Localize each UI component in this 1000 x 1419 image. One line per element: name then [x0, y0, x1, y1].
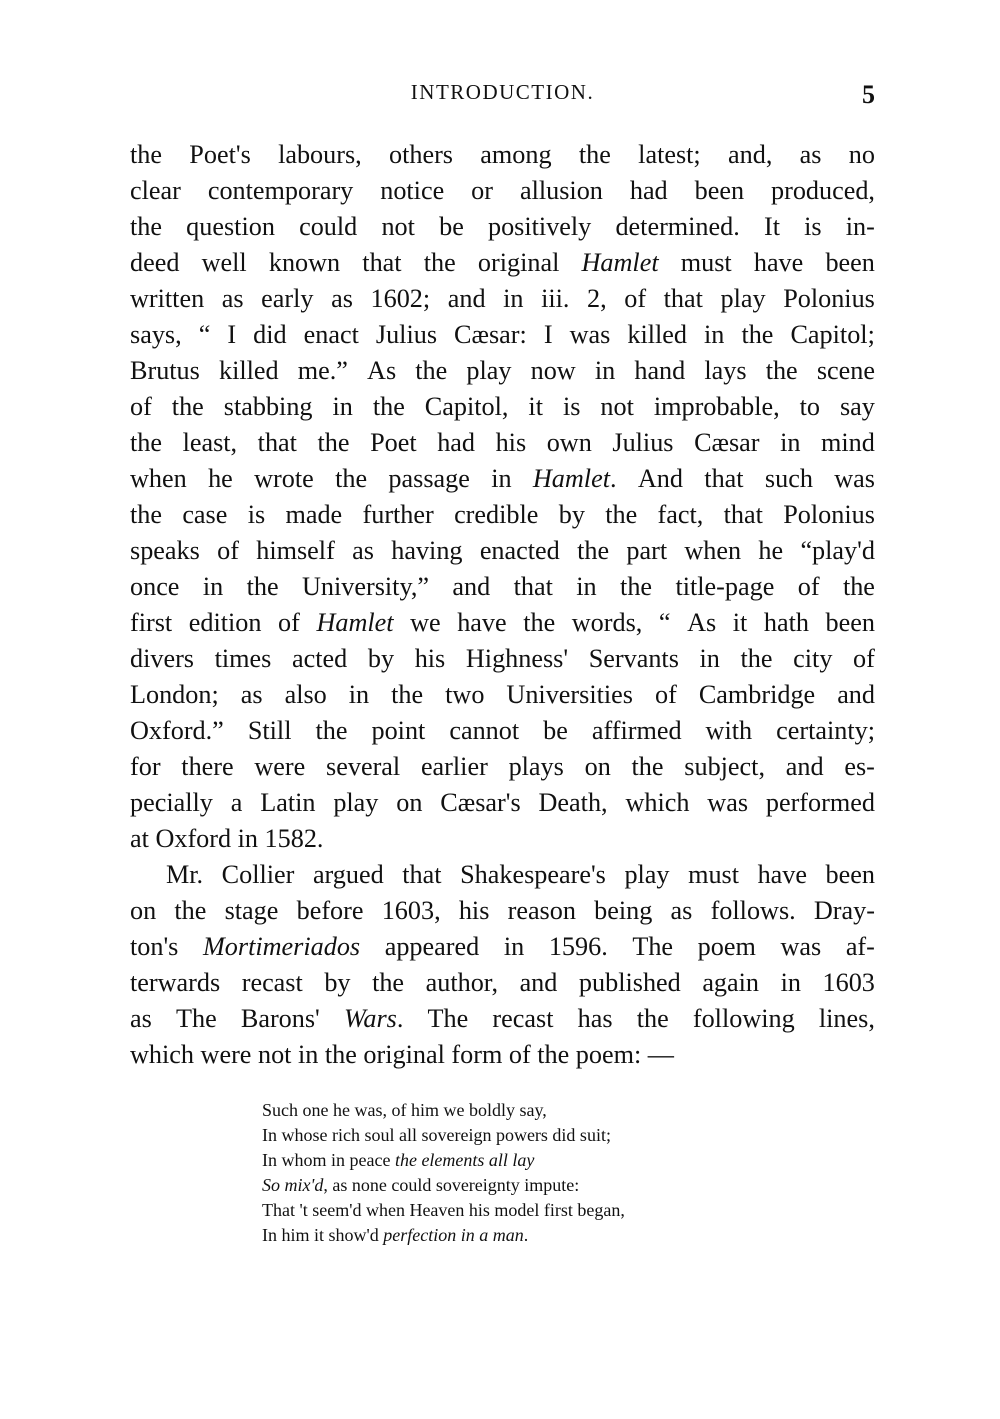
verse-quotation — [262, 1098, 625, 1248]
text-line: terwards recast by the author, and published again in 1603 — [130, 968, 875, 997]
text-line: once in the University,” and that in the title-page of the — [130, 572, 875, 601]
text-line: London; as also in the two Universities of Cambridge and — [130, 680, 875, 709]
text-line: divers times acted by his Highness' Servants in the city of — [130, 644, 875, 673]
verse-line: In whose rich soul all sovereign powers did suit; — [262, 1125, 611, 1145]
text-line: which were not in the original form of the poem: — — [130, 1040, 674, 1069]
text-line: on the stage before 1603, his reason being as follows. Dray- — [130, 896, 875, 925]
text-line: when he wrote the passage in Hamlet. And that such was — [130, 464, 875, 493]
body-text — [130, 137, 875, 1073]
text-line: speaks of himself as having enacted the part when he “play'd — [130, 536, 875, 565]
verse-line: That 't seem'd when Heaven his model first began, — [262, 1200, 625, 1220]
page-header — [130, 80, 875, 110]
verse-line: In whom in peace the elements all lay — [262, 1150, 535, 1170]
text-line: as The Barons' Wars. The recast has the following lines, — [130, 1004, 875, 1033]
text-line: first edition of Hamlet we have the words, “ As it hath been — [130, 608, 875, 637]
text-line: pecially a Latin play on Cæsar's Death, which was performed — [130, 788, 875, 817]
text-line: Mr. Collier argued that Shakespeare's play must have been — [166, 860, 875, 889]
page-number: 5 — [862, 80, 875, 109]
verse-line: In him it show'd perfection in a man. — [262, 1225, 529, 1245]
paragraph — [130, 137, 875, 857]
text-line: for there were several earlier plays on the subject, and es- — [130, 752, 875, 781]
text-line: deed well known that the original Hamlet must have been — [130, 248, 875, 277]
text-line: ton's Mortimeriados appeared in 1596. The poem was af- — [130, 932, 875, 961]
text-line: the question could not be positively determined. It is in- — [130, 212, 875, 241]
text-line: of the stabbing in the Capitol, it is not improbable, to say — [130, 392, 875, 421]
text-line: Oxford.” Still the point cannot be affirmed with certainty; — [130, 716, 875, 745]
text-line: at Oxford in 1582. — [130, 824, 324, 853]
text-line: says, “ I did enact Julius Cæsar: I was killed in the Capitol; — [130, 320, 875, 349]
text-line: clear contemporary notice or allusion had been produced, — [130, 176, 875, 205]
running-title: INTRODUCTION. — [410, 80, 595, 104]
verse-line: So mix'd, as none could sovereignty impute: — [262, 1175, 580, 1195]
text-line: the least, that the Poet had his own Julius Cæsar in mind — [130, 428, 875, 457]
text-line: written as early as 1602; and in iii. 2, of that play Polonius — [130, 284, 875, 313]
text-line: the Poet's labours, others among the latest; and, as no — [130, 140, 875, 169]
text-line: the case is made further credible by the fact, that Polonius — [130, 500, 875, 529]
text-line: Brutus killed me.” As the play now in hand lays the scene — [130, 356, 875, 385]
verse-line: Such one he was, of him we boldly say, — [262, 1100, 547, 1120]
paragraph — [130, 857, 875, 1073]
